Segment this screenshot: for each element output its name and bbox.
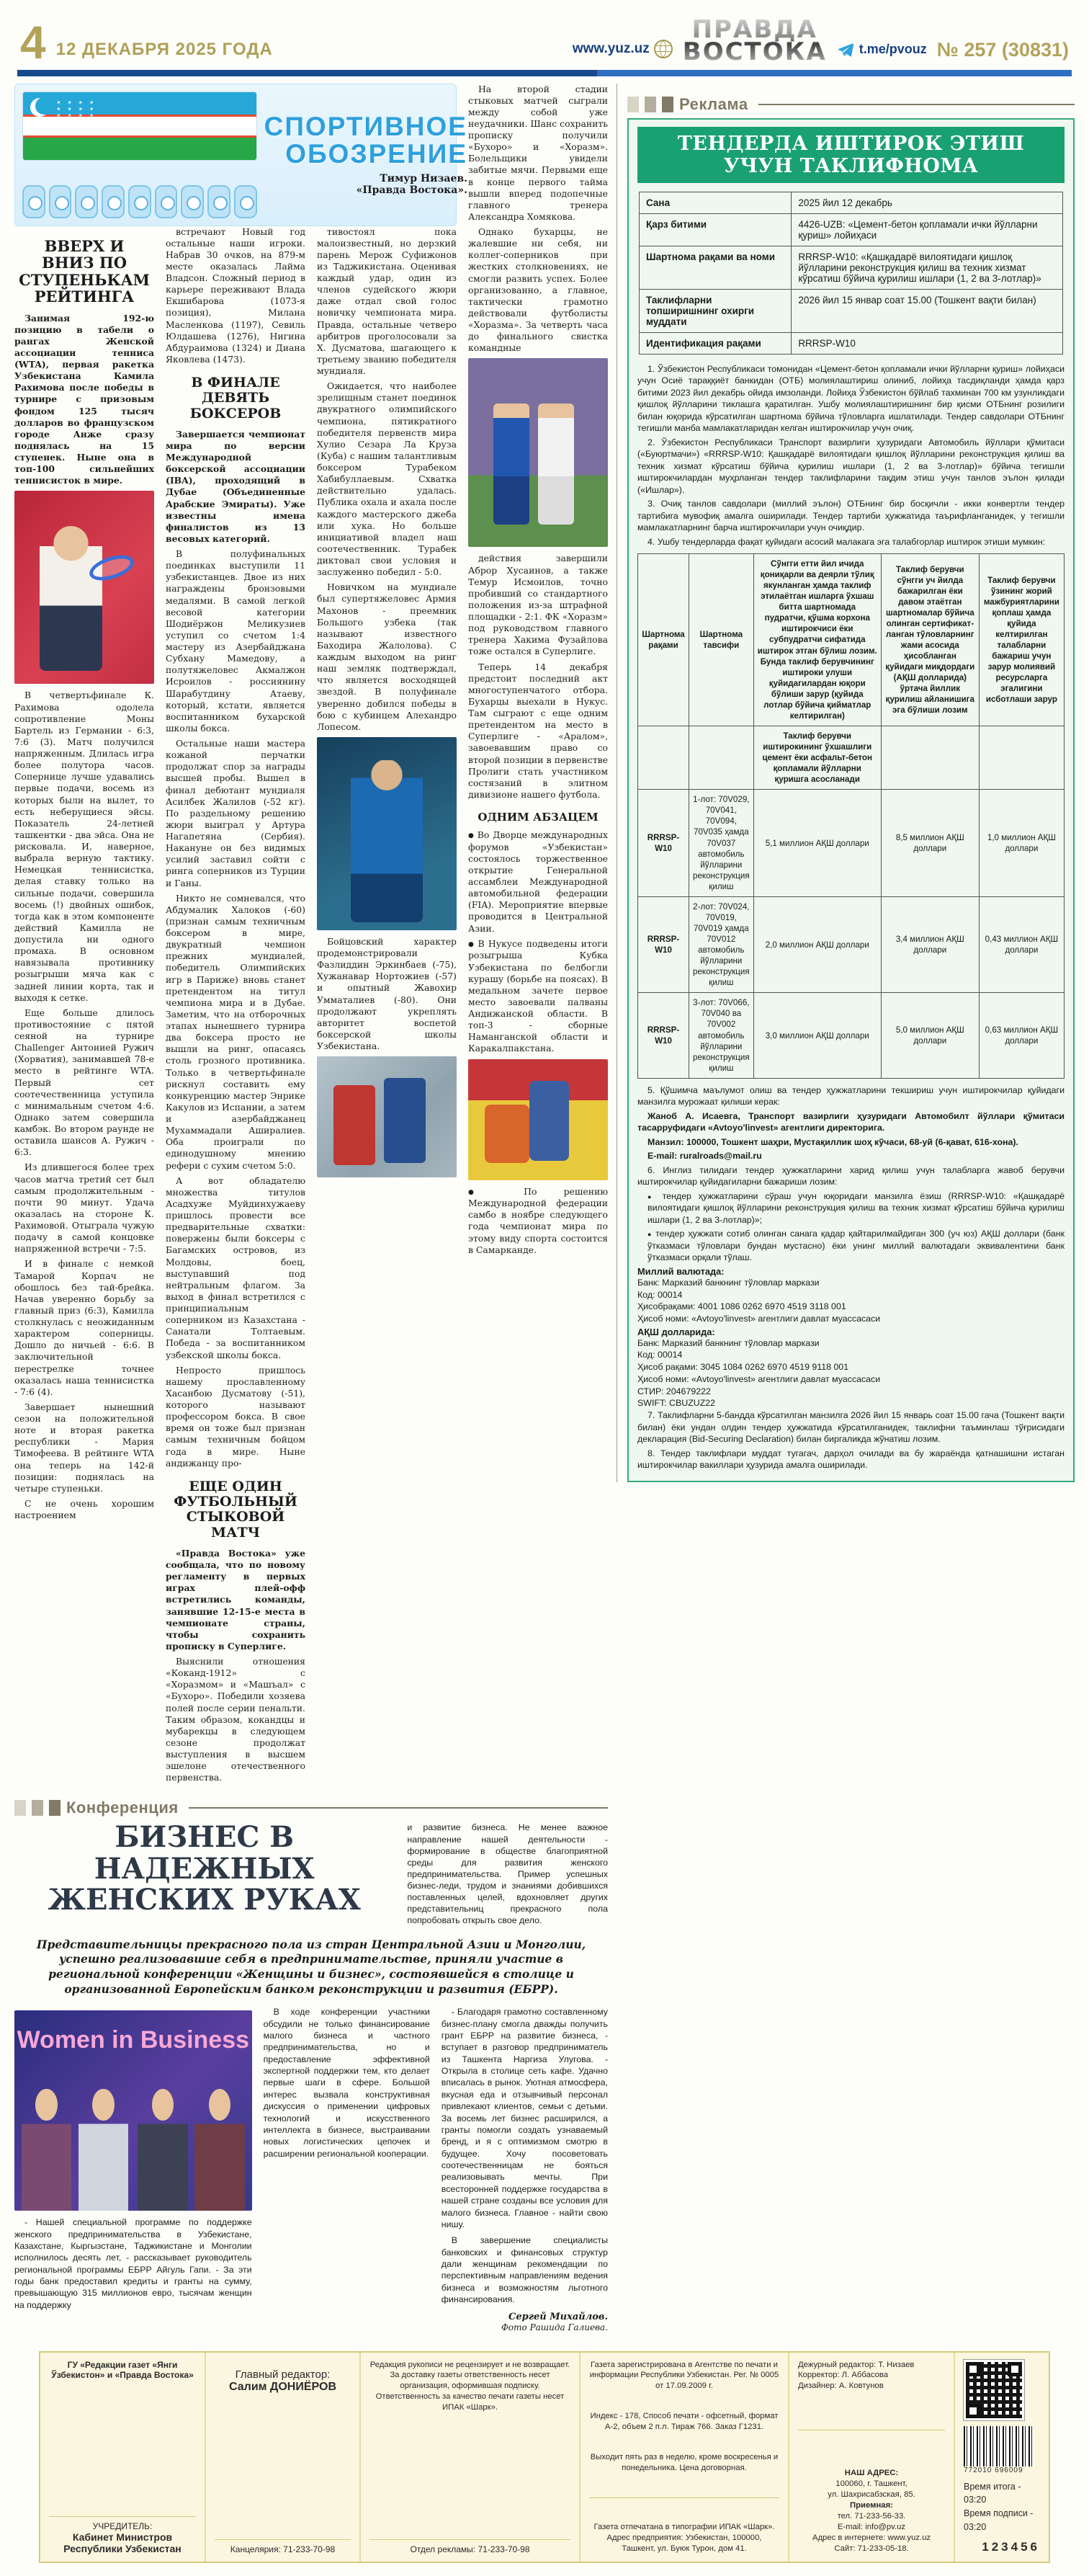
website-url: www.yuz.uz: [572, 40, 650, 56]
one-paragraph-items: [468, 829, 608, 1055]
one-paragraph-title: ОДНИМ АБЗАЦЕМ: [478, 811, 599, 824]
issue-date: 12 ДЕКАБРЯ 2025 ГОДА: [55, 39, 273, 59]
article-boxing-body: [166, 548, 305, 1469]
label-square-icon: [645, 97, 656, 112]
paragraph: Непросто пришлось нашему прославленному Хасанбою Дусматову (-51), которого называют профессором бокса. В свое время он тоже был признан самым техничным бойцом года в мире. Ныне андижанцу про-: [166, 1364, 305, 1469]
woman-figure: [138, 2087, 187, 2211]
qr-code: [964, 2360, 1024, 2420]
football-report-column: [468, 84, 608, 1788]
paragraph: 4. Ушбу тендерларда фақат қуйидаги асосий малакага эга талабгорлар иштирок этиши мумкин:: [647, 536, 1046, 547]
disclaimer-line: Редакция рукописи не рецензирует и не возвращает.: [369, 2360, 570, 2369]
telegram-link[interactable]: [837, 41, 927, 64]
corrector: Корректор: Л. Аббасова: [798, 2371, 889, 2380]
woman-figure: [194, 2087, 244, 2211]
player-white-figure: [538, 404, 574, 525]
article-boxing-continuation-column: [317, 226, 457, 1788]
column-header: Шартнома тавсифи: [689, 554, 754, 726]
bank-detail-line: Банк: Марказий банкнинг тўловлар маркази: [637, 1337, 820, 1348]
paragraph: 1. Ўзбекистон Республикаси томонидан «Цемент-бетон қопламали ички йўлларни қуриш» лойиҳаси учун Осиё тараққиёт банкидан (ОТБ) молиялаштириш олиниб, лойиҳа тасдиқланди ҳамда қарз битими 2023 йил декабрь ойида имзоланди. Лойиҳа Ўзбекистон бўйлаб тахминан 700 км узунликдаги қишлоқ йўлларини тиклашга қаратилган. Ушбу молиялаштиришнинг бир қисми ОТБнинг розилиги билан юқорида кўрсатилган шартнома бўйича тўловларга ишлатилади. Тендер савдолари ОТБнинг тегишли манба мамлакатларидан келган иштирокчилар учун очиқ.: [637, 363, 1065, 434]
bank-section-label: Миллий валютада:: [637, 1265, 725, 1277]
tender-info-table: [639, 192, 1063, 355]
bank-detail-line: СТИР: 204679222: [637, 1386, 711, 1396]
value-turnover: 5,0 миллион АҚШ доллари: [881, 993, 979, 1078]
telegram-handle: t.me/pvouz: [859, 42, 927, 57]
value-contract: 3,0 миллион АҚШ доллари: [753, 993, 881, 1078]
registration-info: Газета зарегистрирована в Агентстве по печати и информации Республики Узбекистан. Рег. № 0005 от 17.09.2009 г.: [589, 2360, 779, 2391]
info-label: Қарз битими: [640, 214, 792, 246]
disclaimer-cell: [361, 2353, 581, 2562]
paragraph: В ходе конференции участники обсудили не только финансирование малого бизнеса и частного предпринимательства, но и предоставление эффективной экспертной поддержки тем, кто делает первые шаги в сфере. Большой интерес вызвала конструктивная дискуссия о применении цифровых технологий и искусственного интеллекта в бизнесе, выстраивании новых логистических цепочек и расширении региональной кооперации.: [263, 2007, 430, 2159]
paragraph: На второй стадии стыковых матчей сыграли между собой уже неудачники. Шанс сохранить прописку получили «Бухоро» и «Хоразм». Болельщики увидели забитые мячи. Первыми еще в конце первого тайма вышли вперед подопечные главного тренера Александра Хомякова.: [468, 83, 608, 222]
value-resources: 0,43 миллион АҚШ доллари: [979, 896, 1064, 993]
boxer-blue-figure: [384, 1078, 426, 1163]
paragraph: И в финале с немкой Тамарой Корпач не обошлось без тай-брейка. Начав уверенно борьбу за главный приз (6:3), Камилла столкнулась с неожиданным характером соперницы. Дошло до ничьей - 6:6. В заключительной перестрелке точнее оказалась наша теннисистка - 7:6 (4).: [14, 1258, 154, 1397]
issue-number: № 257 (30831): [936, 38, 1069, 61]
article-tennis-title: ВВЕРХ И ВНИЗ ПО СТУПЕНЬКАМ РЕЙТИНГА: [19, 236, 150, 306]
column-header: Таклиф берувчи ўзининг жорий мажбуриятларини қоплаш ҳамда қуйида келтирилган талабларни бажариш учун зарур молиявий ресурсларга эгалигини исботлаши зарур: [979, 554, 1064, 726]
header-rule: [17, 70, 1072, 76]
page-header: [14, 15, 1075, 68]
info-label: Идентификация рақами: [640, 333, 792, 354]
gymnastics-sport-icon: [75, 185, 98, 218]
weightlifting-sport-icon: [207, 185, 230, 218]
designer: Дизайнер: А. Ковтунов: [798, 2381, 884, 2391]
paragraph: действия завершили Аброр Хусаинов, а также Темур Исмоилов, точно пробивший со стандартного положения из-за штрафной площадки - 2:1. ФК «Хоразм» под руководством главного тренера Хакима Фузайлова тоже остался в Суперлиге.: [468, 553, 608, 657]
paragraph: С не очень хорошим настроением: [14, 1497, 154, 1521]
article-tennis-body: [14, 690, 154, 1521]
label-rule: [189, 1807, 608, 1809]
paragraph: Выяснили отношения «Коканд-1912» с «Хоразмом» и «Машъал» с «Бухоро». Победили хозяева полей после серии пенальти. Таким образом, кокандцы и мубарекцы в следующем сезоне продолжат выступления в высшем эшелоне отечественного первенства.: [166, 1656, 305, 1783]
editor-name: Салим ДОНИЁРОВ: [229, 2380, 336, 2393]
lot-description: 3-лот: 70V066, 70V040 ва 70V002 автомобиль йўлларини реконструкция қилиш: [689, 993, 754, 1078]
news-brief: ● В Нукусе подведены итоги розыгрыша Кубка Узбекистана по белбогли курашу (борьбе на поясах). В медальном зачете первое место завоевали палваны Андижанской области. В топ-3 - сборные Наманганской области и Каракалпакстана.: [468, 938, 608, 1055]
address-label: НАШ АДРЕС:: [844, 2469, 899, 2478]
bank-detail-line: Ҳисоб номи: «Avtoyo'linvest» агентлиги давлат муассасаси: [637, 1373, 881, 1384]
tender-box: [627, 118, 1075, 1482]
empty-cell: [881, 726, 979, 789]
running-sport-icon: [102, 185, 125, 218]
codes-cell: [955, 2353, 1049, 2562]
site-phone: Сайт: 71-233-05-18.: [834, 2544, 909, 2553]
paragraph: Никто не сомневался, что Абдумалик Халоков (-60) (признан самым техничным боксером в мире, двукратный чемпион прежних мундиалей, победитель Олимпийских игр в Париже) вновь станет претендентом на титул чемпиона мира и в Дубае. Заметим, что на отборочных этапах нынешнего турнира два боксера просто не вышли на ринг, опасаясь столь грозного противника. Только в четвертьфинале рискнул составить ему конкуренцию мастер Энрике Какулов из Испании, а затем и азербайджанец Мухаммадали Аширалиев. Оба проиграли по единодушному мнению рефери с сухим счетом 5:0.: [166, 892, 305, 1171]
masthead-logo: ПРАВДА ВОСТОКА: [682, 15, 827, 67]
sports-icons-row: [22, 185, 257, 218]
chancellery-phone: Канцелярия: 71-233-70-98: [230, 2544, 336, 2554]
value-turnover: 8,5 миллион АҚШ доллари: [881, 790, 979, 897]
sign-time: Время подписи - 03:20: [964, 2508, 1034, 2532]
tennis-player-photo: [14, 491, 154, 684]
column-header: Сўнгги етти йил ичида қониқарли ва деярли тўлиқ якунланган ҳамда таклиф этилаётган ишларга ўхшаш битта шартномада пудратчи, қўшма корхона иштирокчиси ёки субпудратчи сифатида иштирок этган бўлиш лозим. Бунда таклиф берувчининг иштироки улуши қуйидагилардан юқори бўлиши зарур (қуйида лотлар бўйича қийматлар келтирилган): [753, 554, 881, 726]
table-row: [640, 192, 1062, 214]
founder-name: Кабинет Министров Республики Узбекистан: [63, 2531, 182, 2554]
label-square-icon: [662, 97, 673, 112]
publisher-cell: [40, 2353, 206, 2562]
paragraph: Ожидается, что наиболее зрелищным станет поединок двукратного олимпийского чемпиона, пятикратного победителя первенств мира Хулио Сезара Ла Круза (Куба) с нашим талантливым боксером Турабеком Хабибуллаевым. Схватка действительно удалась. Публика охала и ахала после каждого мастерского джеба или хука. Но больше инициативой владел наш соотечественник. Турабек диктовал свои условия и заслуженно победил - 5:0.: [317, 380, 457, 578]
disclaimer-line: За доставку газеты ответственность несет организация, оформившая подписку.: [390, 2371, 550, 2391]
bank-detail-line: Код: 00014: [637, 1289, 683, 1300]
registration-cell: [581, 2353, 789, 2562]
table-row: [638, 993, 1065, 1078]
article-playoff-lead: «Правда Востока» уже сообщала, что по новому регламенту в первых играх плей-офф встретились команды, занявшие 12-15-е места в чемпионате страны, чтобы сохранить прописку в Суперлиге.: [166, 1547, 305, 1652]
news-section: [14, 84, 617, 2332]
article-boxing-lead: Завершается чемпионат мира по версии Международной боксерской ассоциации (IBA), проходящий в Дубае (Объединенные Арабские Эмираты). Уже известны имена финалистов из 13 весовых категорий.: [166, 428, 305, 544]
boxer-figure: [351, 760, 424, 922]
bank-detail-line: Ҳисоб номи: «Avtoyo'linvest» агентлиги давлат муассасаси: [637, 1313, 881, 1324]
bank-detail-line: Код: 00014: [637, 1350, 683, 1360]
photo-credit: Фото Рашида Галиева.: [501, 2322, 608, 2332]
paragraph: 6. Инглиз тилидаги тендер ҳужжатларини харид қилиш учун талабларга жавоб берувчи иштирокчилар қуйидагиларни бажариши лозим:: [637, 1164, 1065, 1187]
paragraph: Однако бухарцы, не жалевшие ни себя, ни коллег-соперников при жестких столкновениях, не смогли развить успех. Более организованно, а главное, тактически грамотно действовали футболисты «Хоразма». За четверть часа до финального свистка командные: [468, 226, 608, 354]
address-line: 100060, г. Ташкент,: [835, 2479, 908, 2489]
bullet-item: ● тендер ҳужжатларини сўраш учун юқоридаги манзилга ёзиш (RRRSP-W10: «Қашқадарё вилоятидаги қишлоқ йўлларини реконструкция қилиш ва техник хизмат кўрсатиш бўйича қурилиш ишлари (1, 2 ва 3-лотлар)»;: [637, 1190, 1065, 1226]
subrow-note: Таклиф берувчи иштирокининг ўхшашлиги цемент ёки асфальт-бетон қопламали йўлларни қуришга асосланади: [753, 726, 881, 789]
conference-side-text: [407, 1822, 608, 1930]
paragraph: 8. Тендер таклифлари муддат тугагач, дарҳол очилади ва бу жараёнда қатнашишни истаган иштирокчилар вакиллари ҳузурида амалга оширилади.: [637, 1448, 1065, 1471]
table-row: [638, 790, 1065, 897]
barcode: [964, 2426, 1033, 2466]
empty-cell: [689, 726, 754, 789]
author-signature: Сергей Михайлов. Фото Рашида Галиева.: [442, 2312, 608, 2332]
tender-title: ТЕНДЕРДА ИШТИРОК ЭТИШ УЧУН ТАКЛИФНОМА: [637, 127, 1065, 183]
sambo-photo: [468, 1059, 608, 1180]
boxing-sport-icon: [234, 185, 257, 218]
label-square-icon: [49, 1800, 60, 1816]
paragraph: Еще больше длилось противостояние с пятой сеяной на турнире Challenger Антонией Ружич (Хорватия), занимавшей 78-е место в рейтинге WTA. Первый сет соотечественница уступила с минимальным счетом 4:6. Однако затем совершила камбэк. Во втором раунде не оставила шансов А. Ружич - 6:3.: [14, 1007, 154, 1158]
tender-paragraphs: [637, 363, 1065, 548]
paragraph: 7. Таклифларни 5-бандда кўрсатилган манзилга 2026 йил 15 январь соат 15.00 гача (Тошкент вақти билан) ёки ундан олдин тендер ҳужжатида кўрсатилганидек, таклифни таъминлаш тўғрисидаги декларация (Bid-Securing Declaration) билан биргаликда жўнатиш лозим.: [637, 1410, 1065, 1445]
sambo-blue-figure: [529, 1081, 568, 1161]
value-turnover: 3,4 миллион АҚШ доллари: [881, 896, 979, 993]
label-rule: [758, 104, 1075, 105]
crescent-icon: [30, 98, 49, 117]
paragraph: Бойцовский характер продемонстрировали Фазлиддин Эркинбаев (-75), Хужанавар Нортожиев (-57) и опытный Жавохир Умматалиев (-80). Они продолжают укреплять авторитет воспетой боксерской школы Узбекистана.: [317, 935, 457, 1052]
table-row: [640, 246, 1062, 290]
ads-dept-phone: Отдел рекламы: 71-233-70-98: [410, 2544, 530, 2554]
table-header-row: [638, 554, 1065, 726]
disclaimer-line: Ответственность за качество печати газеты несет ИПАК «Шарк».: [375, 2392, 565, 2412]
tennis-sport-icon: [181, 185, 204, 218]
contact-line: E-mail: ruralroads@mail.ru: [647, 1151, 762, 1162]
bullet-item: ● тендер ҳужжати сотиб олинган санага қадар қайтарилмайдиган 300 (уч юз) АҚШ доллари (банк ўтказмаси тўловлари бундан мустасно) ёки унинг миллий валютадаги эквивалентини банк ўтказмаси орқали тўлаш.: [637, 1228, 1065, 1264]
paragraph: встречают Новый год остальные наши игроки. Набрав 30 очков, на 879-м месте оказалась Лайма Владсон. Сложный период в карьере переживают Влада Екшибарова (1073-я позиция), Милана Масленкова (1197), Севиль Юлдашева (1276), Нигина Абдураимова (1324) и Диана Яковлева (1473).: [166, 226, 305, 365]
boxing-bout-photo: [317, 1056, 457, 1177]
uzbekistan-flag: [22, 92, 257, 161]
bank-section-label: АҚШ долларида:: [637, 1326, 715, 1337]
label-square-icon: [32, 1800, 43, 1816]
value-resources: 0,63 миллион АҚШ доллари: [979, 993, 1064, 1078]
paragraph: В четвертьфинале К. Рахимова одолела сопротивление Моны Бартель из Германии - 6:3, 7:6 (3). Матч получился напряженным. Длилась игра более полутора часов. Сопернице лучше удавались первые подачи, восемь из которых были на вылет, то есть неберущиеся эйсы. Показатель 24-летней ташкентки - два эйса. Она не рисковала. И, наверное, выбрала верную тактику. Немецкая теннисистка, делая ставку только на сильные подачи, совершила восемь (!) двойных ошибок, тогда как в этом компоненте действий Камилла не допустила ни одного промаха. В основном навязывала противнику розыгрыши мяча как с задней линии корта, так и выходя к сетке.: [14, 690, 154, 1003]
bank-detail-line: Ҳисоб рақами: 3045 1084 0262 6970 4519 9118 001: [637, 1362, 849, 1373]
advert-section: [617, 84, 1075, 1482]
boxer-red-figure: [333, 1085, 375, 1165]
paragraph: - Благодаря грамотно составленному бизнес-плану смогла дважды получить грант ЕБРР на развитие бизнеса, - вступает в разговор предприниматель из Ташкента Наргиза Улугова. - Открыла в столице сеть кафе. Удачно вписалась в рынок. Уютная атмосфера, вкусная еда и отзывчивый персонал привлекают клиентов, семьи с детьми. За восемь лет бизнес расширился, а гранты помогли создать узнаваемый бренд, и я с оптимизмом смотрю в будущее. Хочу посоветовать соотечественницам не бояться реализовывать мечты. При всесторонней поддержке государства в нашей стране созданы все условия для малого бизнеса. Главное - найти свою нишу.: [441, 2007, 608, 2229]
player-blue-figure: [493, 404, 529, 525]
boxer-photo: [317, 737, 457, 930]
contract-id: RRRSP-W10: [638, 896, 689, 993]
sports-section-title: СПОРТИВНОЕ ОБОЗРЕНИЕ: [264, 111, 467, 169]
info-value: 2025 йил 12 декабрь: [798, 197, 892, 208]
table-row: [640, 214, 1062, 246]
sambo-orange-figure: [485, 1105, 529, 1163]
editor-cell: [206, 2353, 361, 2562]
tennis-player-figure: [40, 526, 102, 671]
article-playoff-body: [166, 1656, 305, 1783]
info-value: RRRSP-W10: [798, 337, 856, 349]
contact-line: Жаноб А. Исаевга, Транспорт вазирлиги ҳузуридаги Автомобилт йўллари қўмитаси тасарруфидаги «Avtoyo'linvest» агентлиги директорига.: [637, 1110, 1065, 1133]
telegram-icon: [837, 41, 854, 58]
paragraph: Из длившегося более трех часов матча третий сет был самым продолжительным - почти 90 минут. Удача оказалась на стороне К. Рахимовой. Отыграла чужую подачу в самой концовке напряженной встречи - 7:5.: [14, 1162, 154, 1254]
label-square-icon: [627, 97, 639, 112]
print-specs: Индекс - 178, Способ печати - офсетный, формат А-2, объем 2 п.л. Тираж 766. Заказ Г1231.: [590, 2412, 779, 2432]
conference-label: Конференция: [14, 1799, 608, 1817]
woman-figure: [22, 2087, 71, 2211]
paragraph: А вот обладателю множества титулов Асадхуже Муйдинхужаеву пришлось провести все предварительные схватки: повержены были боксеры с Багамских островов, из Молдовы, боец, выступавший под нейтральным флагом. За выход в финал встретился с принципиальным соперником из Казахстана - Санатали Толтаевым. Победа - за воспитанником узбекской школы бокса.: [166, 1175, 305, 1360]
column-header: Таклиф берувчи сўнгги уч йилда бажарилган ёки давом этаётган шартномалар бўйича олинган сертификатланган тўловларнинг жами асосида ҳисобланган қуйидаги миқдордаги (АҚШ долларида) ўртача йиллик қурилиш айланишига эга бўлиши лозим: [881, 554, 979, 726]
qualification-table: [637, 553, 1065, 1079]
contact-line: Манзил: 100000, Тошкент шаҳри, Мустақиллик шоҳ кўчаси, 68-уй (6-қават, 616-хона).: [647, 1136, 1018, 1147]
value-resources: 1,0 миллион АҚШ доллари: [979, 790, 1064, 897]
info-label: Сана: [640, 192, 792, 213]
wrestling-sport-icon: [128, 185, 151, 218]
bank-detail-line: SWIFT: CBUZUZ22: [637, 1398, 716, 1409]
news-brief: ● Во Дворце международных форумов «Узбекистан» состоялось торжественное открытие Генеральной ассамблеи Международной автомобильной федерации (FIA). Мероприятие впервые проводится в Центральной Азии.: [468, 829, 608, 935]
info-value: 2026 йил 15 январ соат 15.00 (Тошкент вақти билан): [798, 294, 1036, 306]
paragraph: 3. Очиқ танлов савдолари (миллий эълон) ОТБнинг бир босқичли - икки конвертли тендер тартибига мувофиқ амалга оширилади. Тендер тартиби ҳужжатида таърифланганидек, у тегишли мамлакатларнинг барча иштирокчилари учун очиқдир.: [637, 499, 1065, 533]
imprint-footer: [39, 2351, 1050, 2563]
sports-review-banner: [14, 84, 467, 226]
staff-address-cell: [789, 2353, 955, 2562]
paragraph: Остальные наши мастера кожаной перчатки продолжат спор за награды высшей пробы. Вышел в финал дебютант мундиаля Асилбек Жалилов (-52 кг). По раздельному решению жюри выиграл у Артура Нагапетяна (Сербия). Накануне он без видимых усилий заставил сойти с ринга соперников из Турции и Ганы.: [166, 738, 305, 888]
page-strip-code: 123456: [982, 2539, 1040, 2554]
conference-section: [14, 1787, 608, 2332]
paragraph: Завершает нынешний сезон на положительной ноте и вторая ракетка республики - Мария Тимофеева. В рейтинге WTA она теперь на 142-й позиции: поднялась на четыре ступеньки.: [14, 1401, 154, 1494]
duty-editor: Дежурный редактор: Т. Низаев: [798, 2360, 915, 2369]
print-time: Время итога - 03:20: [964, 2481, 1021, 2505]
cycling-sport-icon: [155, 185, 178, 218]
email-address[interactable]: E-mail: info@pv.uz: [837, 2522, 906, 2531]
column-header: Шартнома рақами: [638, 554, 689, 726]
barcode-digits: 772010 696009: [964, 2466, 1023, 2474]
table-row: [638, 896, 1065, 993]
conference-photo-column: [14, 2006, 252, 2332]
paragraph: 2. Ўзбекистон Республикаси Транспорт вазирлиги ҳузуридаги Автомобиль йўллари қўмитаси («Буюртмачи») «RRRSP-W10: Қашқадарё вилоятидаги қишлоқ йўлларини реконструкция қилиш ва техник хизмат кўрсатиш бўйича қурилиш ишлари (1, 2 ва 3-лотлар)» бўйича тегишли иштирокчилардан муҳрланган тендер таклифларини тақдим этиш учун танлов эълон қилади («Ишлар»).: [637, 437, 1065, 495]
conference-title: БИЗНЕС В НАДЕЖНЫХ ЖЕНСКИХ РУКАХ: [48, 1820, 361, 1917]
woman-figure: [79, 2087, 128, 2211]
info-label: Таклифларни топширишнинг охирги муддати: [640, 290, 792, 332]
empty-cell: [979, 726, 1064, 789]
info-label: Шартнома рақами ва номи: [640, 246, 792, 289]
founder-label: УЧРЕДИТЕЛЬ:: [92, 2521, 153, 2531]
table-subheader-row: [638, 726, 1065, 789]
paragraph: Новичком на мундиале был супертяжеловес Армия Махонов - преемник Большого узбека (так называют известного Баходира Жалолова). С каждым выходом на ринг наш земляк подтверждал, что является восходящей звездой. В полуфинале уверенно добился победы в бою с кубинцем Алехандро Лопесом.: [317, 581, 457, 732]
paragraph: В полуфинальных поединках выступили 11 узбекистанцев. Двое из них награждены бронзовыми медалями. В самой легкой весовой категории Шодиёржон Меликузиев уступил со счетом 1:4 мастеру из Азербайджана Субхану Мамедову, а полутяжеловес Акмалжон Исроилов - россиянину Шарабутдину Атаеву, который, кстати, является воспитанником бухарской школы бокса.: [166, 548, 305, 734]
publisher-name: ГУ «Редакции газет «Янги Ўзбекистон» и «Правда Востока»: [51, 2359, 194, 2380]
article-boxing-title: В ФИНАЛЕ ДЕВЯТЬ БОКСЕРОВ: [189, 375, 282, 422]
paragraph: - Нашей специальной программе по поддержке женского предпринимательства в Узбекистане, Казахстане, Кыргызстане, Таджикистане и Монголии исполнилось десять лет, - рассказывает руководитель региональной программы ЕБРР Айгуль Гапи. - За эти годы банк предоставил кредиты и гранты на сумму, превышающую 315 миллионов евро, тысячам женщин на поддержку: [14, 2217, 252, 2310]
photo-banner-text: Women in Business: [17, 2026, 250, 2054]
reception-label: Приемная:: [850, 2501, 893, 2510]
label-square-icon: [14, 1800, 26, 1816]
conference-column-b: [442, 2006, 608, 2332]
globe-icon: [654, 40, 673, 58]
paragraph: и развитие бизнеса. Не менее важное направление нашей деятельности - формирование в обществе благоприятной среды для развития женского предпринимательства. Пример успешных бизнес-леди, трудом и знаниями добившихся поставленных целей, вдохновляет других представительниц прекрасного пола попробовать открыть свое дело.: [407, 1822, 608, 1926]
info-value: RRRSP-W10: «Қашқадарё вилоятидаги қишлоқ йўлларини реконструкция қилиш ва техник хизмат кўрсатиш бўйича қурилиш ишлари (1, 2 ва 3-лотлар)»: [798, 251, 1041, 284]
paragraph: Теперь 14 декабря предстоит последний акт многоступенчатого отбора. Бухарцы выехали в Нукус. Там сыграют с еще одним претендентом на место в Суперлиге - «Аралом», завоевавшим право со второй позиции в первенстве Пролиги стать участником состязаний в элитном дивизионе нашего футбола.: [468, 661, 608, 800]
printing-house-info: Газета отпечатана в типографии ИПАК «Шарк». Адрес предприятия: Узбекистан, 100000, Ташкент, ул. Буюк Турон, дом 41.: [593, 2522, 775, 2553]
contract-id: RRRSP-W10: [638, 993, 689, 1078]
news-brief: ● По решению Международной федерации самбо в ноябре следующего года чемпионат мира по этому виду спорта состоится в Самарканде.: [468, 1186, 608, 1256]
paragraph: В завершение специалисты банковских и финансовых структур дали женщинам рекомендации по перспективным направлениям ведения бизнеса и возможностям льготного финансирования.: [441, 2235, 608, 2305]
value-contract: 5,1 миллион АҚШ доллари: [753, 790, 881, 897]
web-address[interactable]: Адрес в интернете: www.yuz.uz: [812, 2533, 931, 2542]
article-tennis-lead: Занимая 192-ю позицию в табели о рангах Женской ассоциации тенниса (WTA), первая ракетка Узбекистана Камила Рахимова после победы в турнире с призовым фондом 125 тысяч долларов во французском городе Анже сразу поднялась на 15 ступенек. Ныне она в топ-100 сильнейших теннисисток в мире.: [14, 312, 154, 486]
table-row: [640, 333, 1062, 354]
table-row: [640, 290, 1062, 333]
conference-lead: Представительницы прекрасного пола из стран Центральной Азии и Монголии, успешно реализовавшие себя в предпринимательстве, приняли участие в региональной конференции «Женщины и бизнес», состоявшейся в столице и организованной Европейским банком реконструкции и развития (ЕБРР).: [36, 1937, 586, 1997]
swimming-sport-icon: [49, 185, 72, 218]
lot-description: 2-лот: 70V024, 70V019, 70V019 ҳамда 70V012 автомобиль йўлларини реконструкция қилиш: [689, 896, 754, 993]
lot-description: 1-лот: 70V029, 70V041, 70V094, 70V035 ҳамда 70V037 автомобиль йўлларини реконструкция қилиш: [689, 790, 754, 897]
flag-stars: ✶ ✶ ✶ ✶ ✶ ✶ ✶ ✶ ✶ ✶ ✶ ✶: [56, 99, 97, 119]
sports-byline: Тимур Низаев. «Правда Востока».: [356, 173, 467, 197]
football-match-photo: [468, 358, 608, 547]
value-contract: 2,0 миллион АҚШ доллари: [753, 896, 881, 993]
empty-cell: [638, 726, 689, 789]
paragraph: 5. Қўшимча маълумот олиш ва тендер ҳужжатларини текшириш учун иштирокчилар қуйидаги манзилга мурожаат қилиши керак:: [637, 1084, 1065, 1107]
paragraph: тивостоял пока малоизвестный, но дерзкий парень Мерож Суфижонов из Таджикистана. Оценивая каждый удар, один из членов судейского жюри даже отдал свой голос новичку чемпионата мира. Правда, остальные четверо арбитров проголосовали за Х. Дусматова, шагающего к третьему званию победителя мундиаля.: [317, 226, 457, 377]
address-line: ул. Шахрисабзская, 85.: [828, 2490, 915, 2500]
contract-id: RRRSP-W10: [638, 790, 689, 897]
article-playoff-title: ЕЩЕ ОДИН ФУТБОЛЬНЫЙ СТЫКОВОЙ МАТЧ: [174, 1478, 297, 1541]
advert-label: Реклама: [627, 95, 1075, 114]
website-link[interactable]: [573, 40, 673, 64]
bank-detail-line: Банк: Марказий банкнинг тўловлар маркази: [637, 1277, 820, 1288]
conference-column-a: [264, 2006, 430, 2332]
bank-detail-line: Ҳисобрақами: 4001 1086 0262 6970 4519 3118 001: [637, 1301, 846, 1312]
reception-phone: тел. 71-233-56-33.: [837, 2511, 906, 2521]
info-value: 4426-UZB: «Цемент-бетон қопламали ички йўлларни қуриш» лойиҳаси: [798, 218, 1038, 241]
page-number: 4: [20, 16, 46, 68]
article-tennis-column: [14, 226, 154, 1788]
article-boxing-column: [166, 226, 305, 1788]
schedule-info: Выходит пять раз в неделю, кроме воскресенья и понедельника. Цена договорная.: [590, 2453, 779, 2472]
editor-label: Главный редактор:: [235, 2368, 331, 2381]
women-in-business-photo: [14, 2010, 252, 2211]
football-sport-icon: [22, 185, 45, 218]
